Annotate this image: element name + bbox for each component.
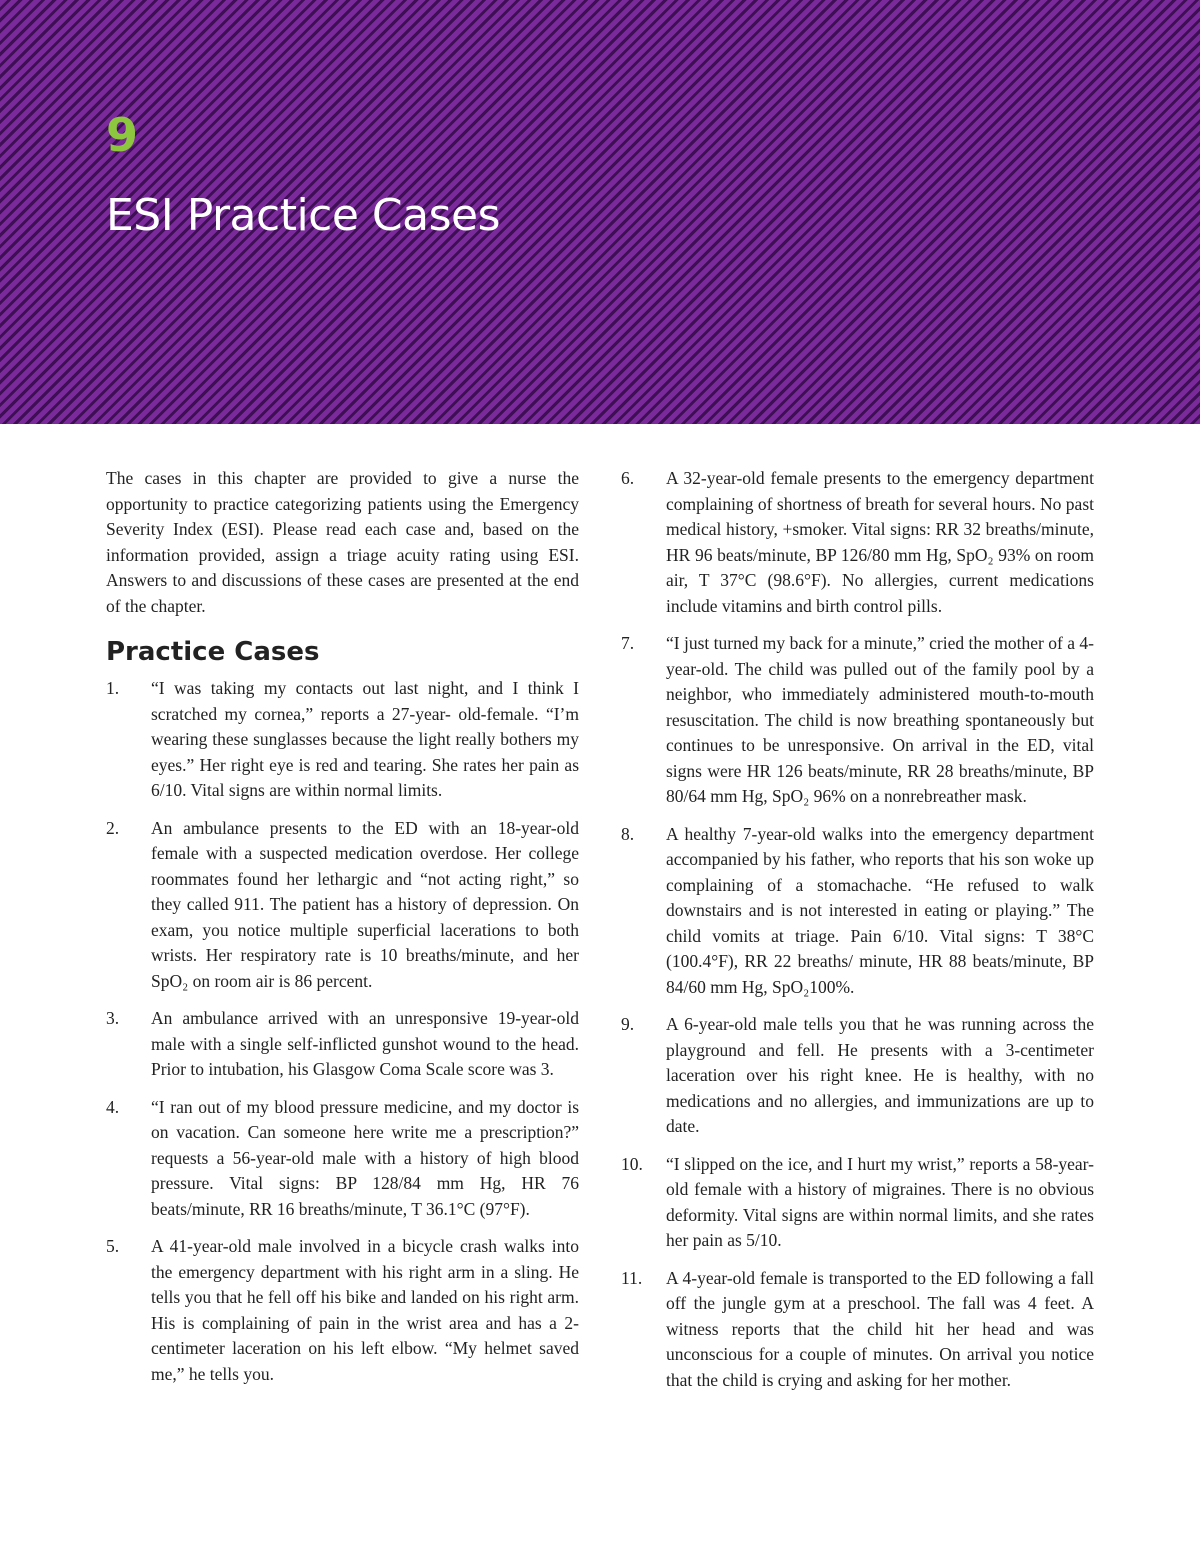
case-number: 5. — [106, 1236, 120, 1257]
case-text: “I ran out of my blood pressure medicine, and my doctor is on vacation. Can someone here write me a prescription?” requests a 56-year-old male with a history of high blood pressure. Vital signs: BP 128/84 mm Hg, HR 76 beats/minute, RR 16 breaths/minute, T 36.1°C (97°F). — [151, 1096, 579, 1219]
case-item-4 — [106, 1095, 579, 1223]
case-item-11 — [621, 1266, 1094, 1394]
case-item-9 — [621, 1012, 1094, 1140]
chapter-banner — [0, 0, 1200, 424]
case-text: “I slipped on the ice, and I hurt my wrist,” reports a 58-year-old female with a history of migraines. There is no obvious deformity. Vital signs are within normal limits, and she rates her pain as 5/10. — [666, 1153, 1094, 1250]
chapter-number: 9 — [106, 108, 139, 162]
case-number: 10. — [621, 1153, 643, 1174]
case-number: 8. — [621, 823, 635, 844]
case-number: 11. — [621, 1267, 643, 1288]
case-item-8 — [621, 822, 1094, 1001]
case-item-2 — [106, 816, 579, 995]
case-text: A healthy 7-year-old walks into the emergency department accompanied by his father, who reports that his son woke up complaining of a stomachache. “He refused to walk downstairs and is not interested in eating or playing.” The child vomits at triage. Pain 6/10. Vital signs: T 38°C (100.4°F), RR 22 breaths/ minute, HR 88 beats/minute, BP 84/60 mm Hg, SpO₂100%. — [666, 823, 1094, 997]
left-column — [106, 466, 579, 1399]
right-column — [621, 466, 1094, 1405]
case-item-10 — [621, 1152, 1094, 1254]
case-text: A 6-year-old male tells you that he was running across the playground and fell. He presents with a 3-centimeter laceration over his right knee. He is healthy, with no medications and no allergies, and immunizations are up to date. — [666, 1014, 1094, 1136]
case-number: 4. — [106, 1096, 120, 1117]
case-text: A 41-year-old male involved in a bicycle crash walks into the emergency department with his right arm in a sling. He tells you that he fell off his bike and landed on his right arm. His is complaining of pain in the wrist area and has a 2-centimeter laceration on his left elbow. “My helmet saved me,” he tells you. — [151, 1236, 579, 1384]
case-number: 1. — [106, 678, 120, 699]
case-text: An ambulance presents to the ED with an 18-year-old female with a suspected medication overdose. Her college roommates found her lethargic and “not acting right,” so they called 911. The patient has a history of depression. On exam, you notice multiple superficial lacerations to both wrists. Her respiratory rate is 10 breaths/minute, and her SpO₂ on room air is 86 percent. — [151, 817, 579, 991]
case-list-left — [106, 676, 579, 1387]
case-text: A 4-year-old female is transported to the ED following a fall off the jungle gym at a preschool. The fall was 4 feet. A witness reports that the child hit her head and was unconscious for a couple of minutes. On arrival you notice that the child is crying and asking for her mother. — [666, 1267, 1094, 1390]
intro-paragraph: The cases in this chapter are provided to give a nurse the opportunity to practice categorizing patients using the Emergency Severity Index (ESI). Please read each case and, based on the information provided, assign a triage acuity rating using ESI. Answers to and discussions of these cases are presented at the end of the chapter. — [106, 468, 579, 616]
case-item-7 — [621, 631, 1094, 810]
case-number: 2. — [106, 817, 120, 838]
case-text: “I was taking my contacts out last night, and I think I scratched my cornea,” reports a 27-year- old-female. “I’m wearing these sunglasses because the light really bothers my eyes.” Her right eye is red and tearing. She rates her pain as 6/10. Vital signs are within normal limits. — [151, 678, 579, 801]
case-item-6 — [621, 466, 1094, 619]
case-text: A 32-year-old female presents to the emergency department complaining of shortness of breath for several hours. No past medical history, +smoker. Vital signs: RR 32 breaths/minute, HR 96 beats/minute, BP 126/80 mm Hg, SpO₂ 93% on room air, T 37°C (98.6°F). No allergies, current medications include vitamins and birth control pills. — [666, 468, 1094, 616]
case-text: An ambulance arrived with an unresponsive 19-year-old male with a single self-inflicted gunshot wound to the head. Prior to intubation, his Glasgow Coma Scale score was 3. — [151, 1008, 579, 1080]
case-number: 6. — [621, 468, 635, 488]
case-number: 3. — [106, 1008, 120, 1029]
case-item-5 — [106, 1234, 579, 1387]
case-item-1 — [106, 676, 579, 804]
case-text: “I just turned my back for a minute,” cried the mother of a 4-year-old. The child was pulled out of the family pool by a neighbor, who immediately administered mouth-to-mouth resuscitation. The child is now breathing spontaneously but continues to be unresponsive. On arrival in the ED, vital signs were HR 126 beats/minute, RR 28 breaths/minute, BP 80/64 mm Hg, SpO₂ 96% on a nonrebreather mask. — [666, 633, 1094, 806]
case-number: 7. — [621, 633, 635, 653]
case-number: 9. — [621, 1014, 635, 1034]
case-item-3 — [106, 1006, 579, 1083]
chapter-title: ESI Practice Cases — [106, 190, 501, 241]
section-heading: Practice Cases — [106, 637, 320, 667]
